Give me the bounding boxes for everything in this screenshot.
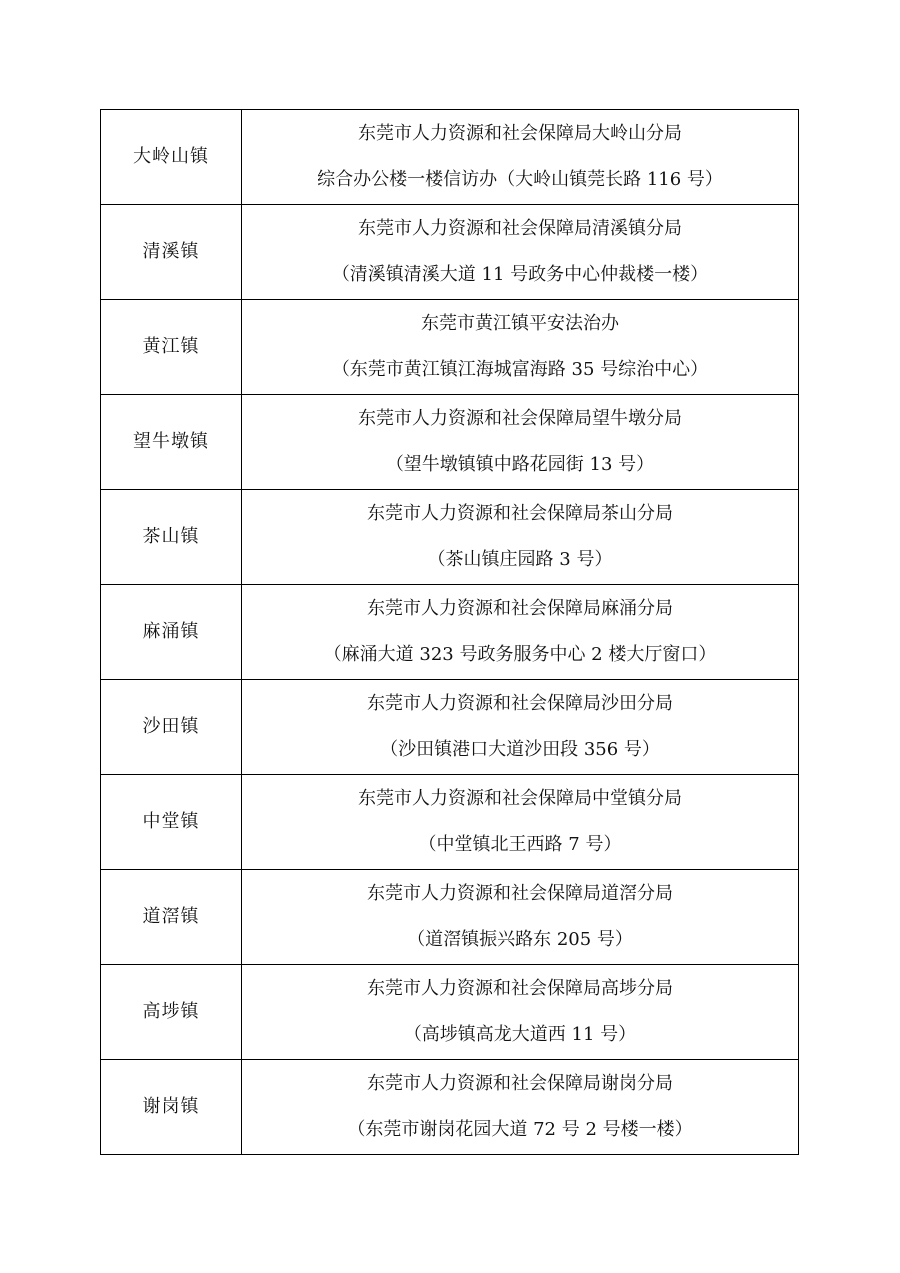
- town-name-cell: 谢岗镇: [101, 1060, 242, 1155]
- town-name-cell: 道滘镇: [101, 870, 242, 965]
- office-address-cell: [242, 775, 799, 870]
- office-name-line: 东莞市人力资源和社会保障局麻涌分局: [367, 598, 673, 619]
- office-address-cell: [242, 965, 799, 1060]
- town-name-cell: 望牛墩镇: [101, 395, 242, 490]
- office-address-cell: [242, 300, 799, 395]
- table-row: [101, 300, 799, 395]
- office-address-cell: [242, 585, 799, 680]
- office-address-cell: [242, 870, 799, 965]
- document-page: [100, 109, 799, 1155]
- table-row: [101, 395, 799, 490]
- office-name-line: 东莞市人力资源和社会保障局望牛墩分局: [358, 408, 682, 429]
- office-name-line: 东莞市人力资源和社会保障局高埗分局: [367, 978, 673, 999]
- town-name-cell: 茶山镇: [101, 490, 242, 585]
- office-address-line: 综合办公楼一楼信访办（大岭山镇莞长路 116 号）: [317, 169, 723, 190]
- office-address-table: [100, 109, 799, 1155]
- table-row: [101, 490, 799, 585]
- office-name-line: 东莞市人力资源和社会保障局谢岗分局: [367, 1073, 673, 1094]
- table-row: [101, 1060, 799, 1155]
- office-address-cell: [242, 395, 799, 490]
- table-row: [101, 585, 799, 680]
- town-name-cell: 麻涌镇: [101, 585, 242, 680]
- office-name-line: 东莞市人力资源和社会保障局大岭山分局: [358, 123, 682, 144]
- office-address-cell: [242, 110, 799, 205]
- office-address-line: （东莞市谢岗花园大道 72 号 2 号楼一楼）: [347, 1119, 693, 1140]
- table-row: [101, 775, 799, 870]
- table-row: [101, 680, 799, 775]
- town-name-cell: 黄江镇: [101, 300, 242, 395]
- office-address-cell: [242, 205, 799, 300]
- office-address-cell: [242, 680, 799, 775]
- town-name-cell: 高埗镇: [101, 965, 242, 1060]
- office-address-line: （茶山镇庄园路 3 号）: [427, 549, 613, 570]
- office-address-line: （清溪镇清溪大道 11 号政务中心仲裁楼一楼）: [331, 264, 709, 285]
- office-address-cell: [242, 1060, 799, 1155]
- office-address-line: （望牛墩镇镇中路花园街 13 号）: [385, 454, 655, 475]
- office-address-line: （麻涌大道 323 号政务服务中心 2 楼大厅窗口）: [323, 644, 717, 665]
- table-row: [101, 870, 799, 965]
- town-name-cell: 大岭山镇: [101, 110, 242, 205]
- office-address-line: （道滘镇振兴路东 205 号）: [407, 929, 633, 950]
- office-name-line: 东莞市人力资源和社会保障局清溪镇分局: [358, 218, 682, 239]
- office-address-line: （中堂镇北王西路 7 号）: [418, 834, 622, 855]
- office-name-line: 东莞市人力资源和社会保障局道滘分局: [367, 883, 673, 904]
- office-address-line: （高埗镇高龙大道西 11 号）: [403, 1024, 637, 1045]
- town-name-cell: 沙田镇: [101, 680, 242, 775]
- office-name-line: 东莞市人力资源和社会保障局沙田分局: [367, 693, 673, 714]
- town-name-cell: 清溪镇: [101, 205, 242, 300]
- office-address-line: （东莞市黄江镇江海城富海路 35 号综治中心）: [331, 359, 709, 380]
- office-name-line: 东莞市人力资源和社会保障局茶山分局: [367, 503, 673, 524]
- office-address-line: （沙田镇港口大道沙田段 356 号）: [380, 739, 660, 760]
- table-row: [101, 205, 799, 300]
- table-row: [101, 110, 799, 205]
- town-name-cell: 中堂镇: [101, 775, 242, 870]
- office-name-line: 东莞市人力资源和社会保障局中堂镇分局: [358, 788, 682, 809]
- office-name-line: 东莞市黄江镇平安法治办: [421, 313, 619, 334]
- table-row: [101, 965, 799, 1060]
- office-address-cell: [242, 490, 799, 585]
